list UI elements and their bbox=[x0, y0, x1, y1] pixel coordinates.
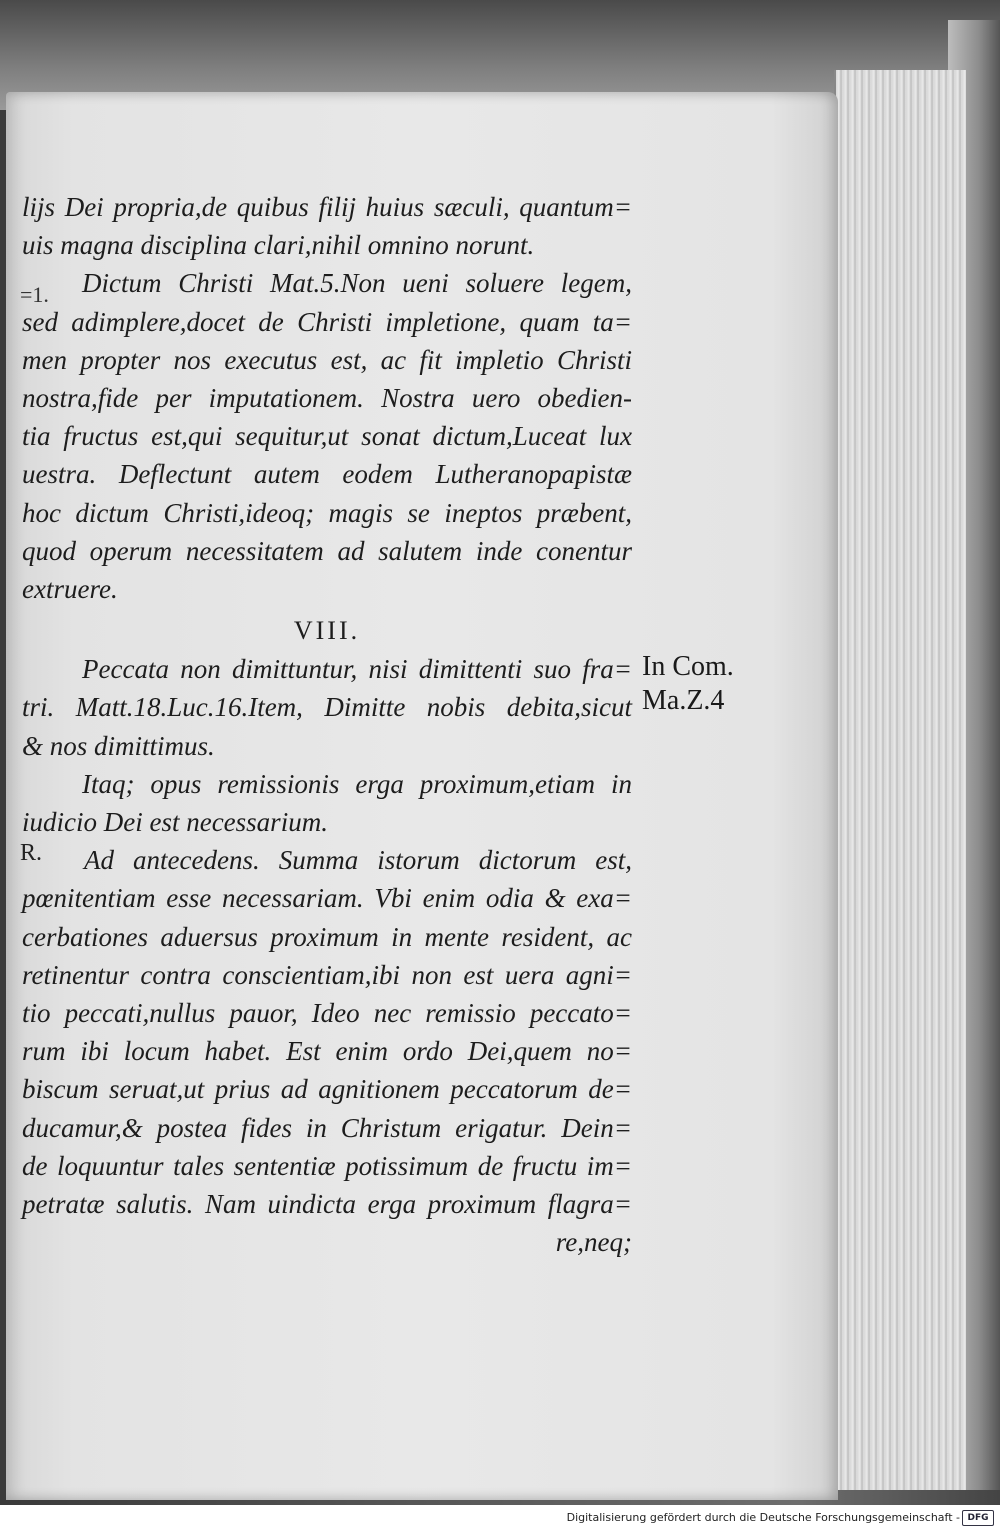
text-line: pœnitentiam esse necessariam. Vbi enim odia & exa= bbox=[22, 883, 632, 914]
text-line: de loquuntur tales sententiæ potissimum de fructu im= bbox=[22, 1150, 632, 1181]
text-line: Itaq; opus remissionis erga proximum,etiam in bbox=[82, 768, 632, 799]
text-line: Ad antecedens. Summa istorum dictorum est, bbox=[84, 845, 632, 876]
text-line: tia fructus est,qui sequitur,ut sonat dictum,Luceat lux bbox=[22, 421, 632, 452]
dfg-logo: DFG bbox=[962, 1510, 994, 1526]
footer-bar bbox=[0, 1505, 1000, 1530]
text-line: uestra. Deflectunt autem eodem Lutheranopapistæ bbox=[22, 459, 632, 490]
catchword: re,neq; bbox=[555, 1227, 632, 1258]
text-line: nostra,fide per imputationem. Nostra uero obedien- bbox=[22, 382, 632, 413]
text-line: lijs Dei propria,de quibus filij huius sæculi, quantum= bbox=[22, 192, 632, 222]
text-line: ducamur,& postea fides in Christum erigatur. Dein= bbox=[22, 1112, 632, 1143]
book-page bbox=[6, 92, 838, 1500]
text-line: Dictum Christi Mat.5.Non ueni soluere legem, bbox=[82, 268, 632, 299]
text-line: men propter nos executus est, ac fit impletio Christi bbox=[22, 344, 632, 375]
text-line: iudicio Dei est necessarium. bbox=[22, 807, 328, 837]
text-line: retinentur contra conscientiam,ibi non est uera agni= bbox=[22, 959, 632, 990]
margin-mark: =1. bbox=[20, 282, 49, 307]
page-block-edge bbox=[834, 70, 966, 1490]
text-line: rum ibi locum habet. Est enim ordo Dei,quem no= bbox=[22, 1036, 632, 1067]
text-line: uis magna disciplina clari,nihil omnino norunt. bbox=[22, 230, 535, 261]
text-line: hoc dictum Christi,ideoq; magis se ineptos præbent, bbox=[22, 497, 632, 528]
footer-credit: Digitalisierung gefördert durch die Deutsche Forschungsgemeinschaft - bbox=[566, 1511, 960, 1524]
text-line: biscum seruat,ut prius ad agnitionem peccatorum de= bbox=[22, 1074, 632, 1105]
text-line: extruere. bbox=[22, 573, 118, 604]
text-line: Peccata non dimittuntur, nisi dimittenti suo fra= bbox=[82, 654, 632, 685]
side-note-line: In Com. bbox=[642, 651, 734, 682]
text-line: & nos dimittimus. bbox=[22, 730, 215, 761]
text-line: petratæ salutis. Nam uindicta erga proximum flagra= bbox=[22, 1188, 632, 1219]
text-line: cerbationes aduersus proximum in mente resident, ac bbox=[22, 921, 632, 952]
side-note-line: Ma.Z.4 bbox=[642, 685, 725, 716]
page-text bbox=[22, 188, 632, 1261]
margin-r: R. bbox=[20, 840, 43, 866]
side-note bbox=[642, 650, 734, 718]
text-line: tri. Matt.18.Luc.16.Item, Dimitte nobis debita,sicut bbox=[22, 692, 632, 723]
text-line: quod operum necessitatem ad salutem inde conentur bbox=[22, 535, 632, 566]
text-line: tio peccati,nullus pauor, Ideo nec remissio peccato= bbox=[22, 997, 632, 1028]
section-heading: VIII. bbox=[293, 616, 361, 646]
text-line: sed adimplere,docet de Christi impletione, quam ta= bbox=[22, 306, 632, 337]
